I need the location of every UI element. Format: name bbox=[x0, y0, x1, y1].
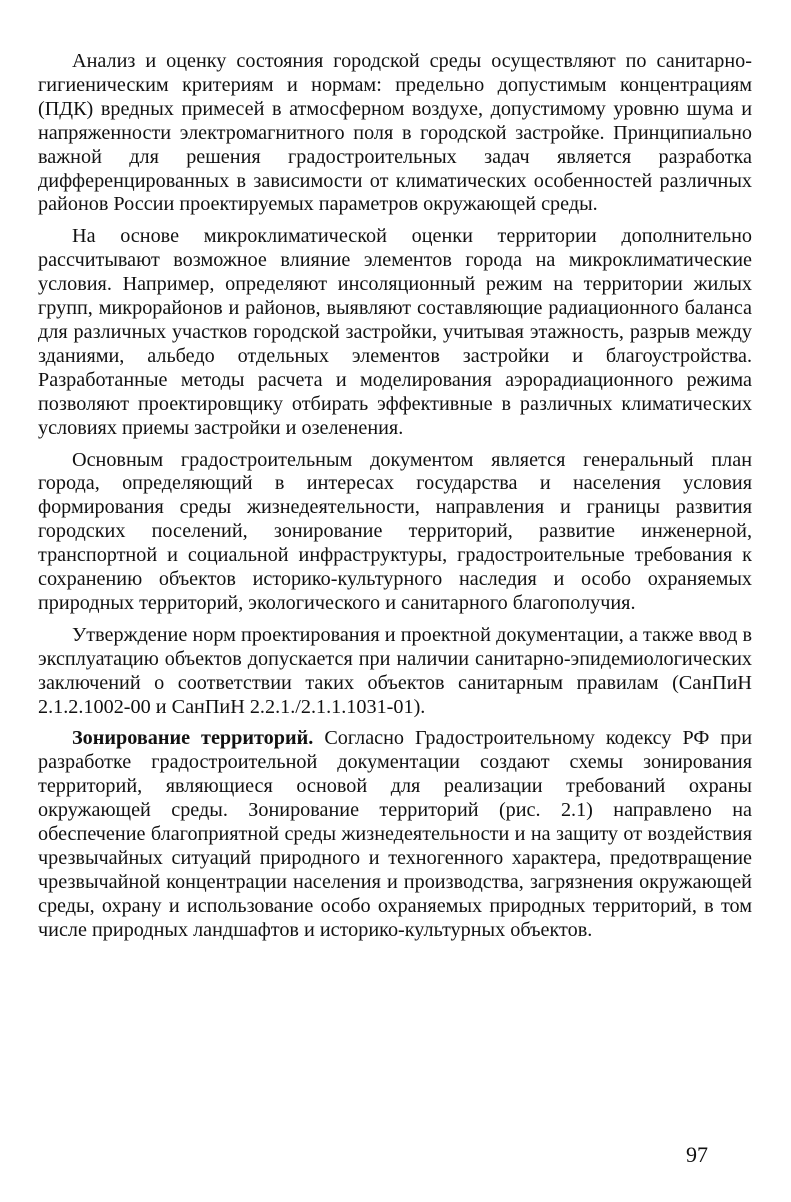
page-number: 97 bbox=[686, 1142, 708, 1167]
paragraph-microclimate-evaluation bbox=[38, 225, 752, 440]
paragraph-design-norms bbox=[38, 624, 752, 720]
paragraph-text: На основе микроклиматической оценки территории дополнительно рассчитывают возможное влияние элементов города на микроклиматические условия. Например, определяют инсоляционный режим на территории жилых групп, микрорайонов и районов, выявляют составляющие радиационного баланса для различных участков городской застройки, учитывая этажность, разрыв между зданиями, альбедо отдельных элементов застройки и благоустройства. Разработанные методы расчета и моделирования аэрорадиационного режима позволяют проектировщику отбирать эффективные в различных климатических условиях приемы застройки и озеленения. bbox=[38, 225, 752, 439]
page-body bbox=[38, 50, 752, 951]
paragraph-text: Утверждение норм проектирования и проектной документации, а также ввод в эксплуатацию объектов допускается при наличии санитарно-эпидемиологических заключений о соответствии таких объектов санитарным правилам (СанПиН 2.1.2.1002-00 и СанПиН 2.2.1./2.1.1.1031-01). bbox=[38, 623, 752, 718]
paragraph-text: Основным градостроительным документом является генеральный план города, определяющий в интересах государства и населения условия формирования среды жизнедеятельности, направления и границы развития городских поселений, зонирование территорий, развитие инженерной, транспортной и социальной инфраструктуры, градостроительные требования к сохранению объектов историко-культурного наследия и особо охраняемых природных территорий, экологического и санитарного благополучия. bbox=[38, 448, 752, 614]
paragraph-urban-environment-assessment bbox=[38, 50, 752, 217]
paragraph-lead-heading: Зонирование территорий. bbox=[72, 727, 314, 750]
paragraph-text: Анализ и оценку состояния городской среды осуществляют по санитарно-гигиеническим критериям и нормам: предельно допустимым концентрациям (ПДК) вредных примесей в атмосферном воздухе, допустимому уровню шума и напряженности электромагнитного поля в городской застройке. Принципиально важной для решения градостроительных задач является разработка дифференцированных в зависимости от климатических особенностей различных районов России проектируемых параметров окружающей среды. bbox=[38, 50, 752, 216]
paragraph-territory-zoning bbox=[38, 727, 752, 942]
paragraph-general-plan bbox=[38, 449, 752, 616]
paragraph-text: Согласно Градостроительному кодексу РФ при разработке градостроительной документации создают схемы зонирования территорий, являющиеся основой для реализации требований охраны окружающей среды. Зонирование территорий (рис. 2.1) направлено на обеспечение благоприятной среды жизнедеятельности и на защиту от воздействия чрезвычайных ситуаций природного и техногенного характера, предотвращение чрезвычайной концентрации населения и производства, загрязнения окружающей среды, охрану и использование особо охраняемых природных территорий, в том числе природных ландшафтов и историко-культурных объектов. bbox=[38, 727, 753, 941]
